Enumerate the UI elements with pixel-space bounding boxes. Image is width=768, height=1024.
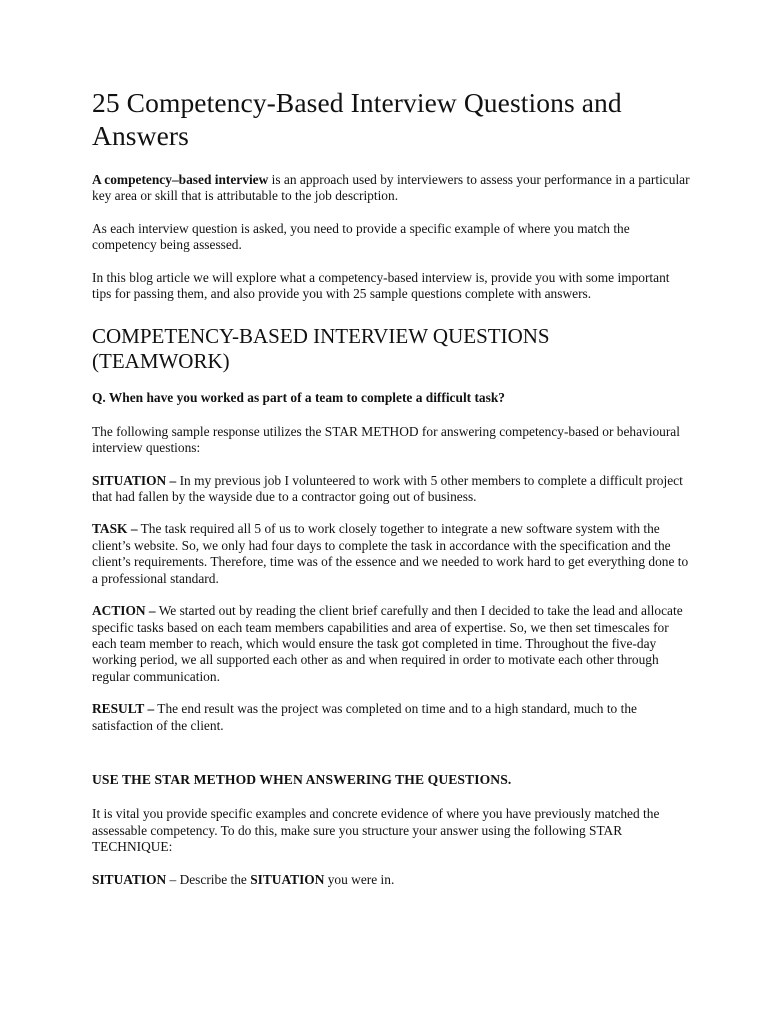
- paragraph-2: As each interview question is asked, you need to provide a specific example of where you match the competency being assessed.: [92, 220, 630, 253]
- final-end-text: you were in.: [324, 871, 395, 887]
- star-action: [92, 603, 692, 685]
- action-text: We started out by reading the client brief carefully and then I decided to take the lead and allocate specific tasks based on each team members capabilities and area of expertise. So, we then set timescales for each team member to reach, which would ensure the task got completed in time. Throughout the five-day working period, we all supported each other as and when required in order to motivate each other through regular communication.: [92, 603, 683, 684]
- paragraph-3: In this blog article we will explore what a competency-based interview is, provide you with some important tips for passing them, and also provide you with 25 sample questions complete with answers.: [92, 269, 670, 302]
- page-title: 25 Competency-Based Interview Questions and Answers: [92, 87, 622, 151]
- star-task: [92, 521, 692, 587]
- situation-text: In my previous job I volunteered to work with 5 other members to complete a difficult project that had fallen by the wayside due to a contractor going out of business.: [92, 472, 683, 505]
- question: Q. When have you worked as part of a team to complete a difficult task?: [92, 390, 505, 406]
- method-heading: USE THE STAR METHOD WHEN ANSWERING THE QUESTIONS.: [92, 771, 512, 787]
- method-paragraph: It is vital you provide specific examples and concrete evidence of where you have previously matched the assessable competency. To do this, make sure you structure your answer using the following STAR TECHNIQUE:: [92, 806, 660, 855]
- final-mid-text: – Describe the: [166, 871, 251, 887]
- star-result: [92, 701, 692, 734]
- document-body: [92, 86, 692, 904]
- situation-label: SITUATION –: [92, 472, 177, 488]
- section-heading: COMPETENCY-BASED INTERVIEW QUESTIONS (TEAMWORK): [92, 324, 550, 374]
- task-text: The task required all 5 of us to work closely together to integrate a new software system with the client’s website. So, we only had four days to complete the task in accordance with the specification and the client’s requirements. Therefore, time was of the essence and we needed to work hard to get everything done to a professional standard.: [92, 521, 689, 586]
- result-label: RESULT –: [92, 701, 155, 717]
- sample-intro: The following sample response utilizes the STAR METHOD for answering competency-based or behavioural interview questions:: [92, 423, 680, 456]
- task-label: TASK –: [92, 521, 138, 537]
- final-situation-label: SITUATION: [92, 871, 167, 887]
- intro-text: is an approach used by interviewers to assess your performance in a particular key area or skill that is attributable to the job description.: [92, 172, 690, 204]
- final-line: [92, 872, 692, 888]
- intro-bold-term: A competency–based interview: [92, 172, 269, 187]
- star-situation: [92, 473, 692, 506]
- final-situation-bold: SITUATION: [250, 871, 325, 887]
- result-text: The end result was the project was completed on time and to a high standard, much to the satisfaction of the client.: [92, 701, 637, 733]
- intro-paragraph: [92, 172, 692, 205]
- action-label: ACTION –: [92, 603, 156, 619]
